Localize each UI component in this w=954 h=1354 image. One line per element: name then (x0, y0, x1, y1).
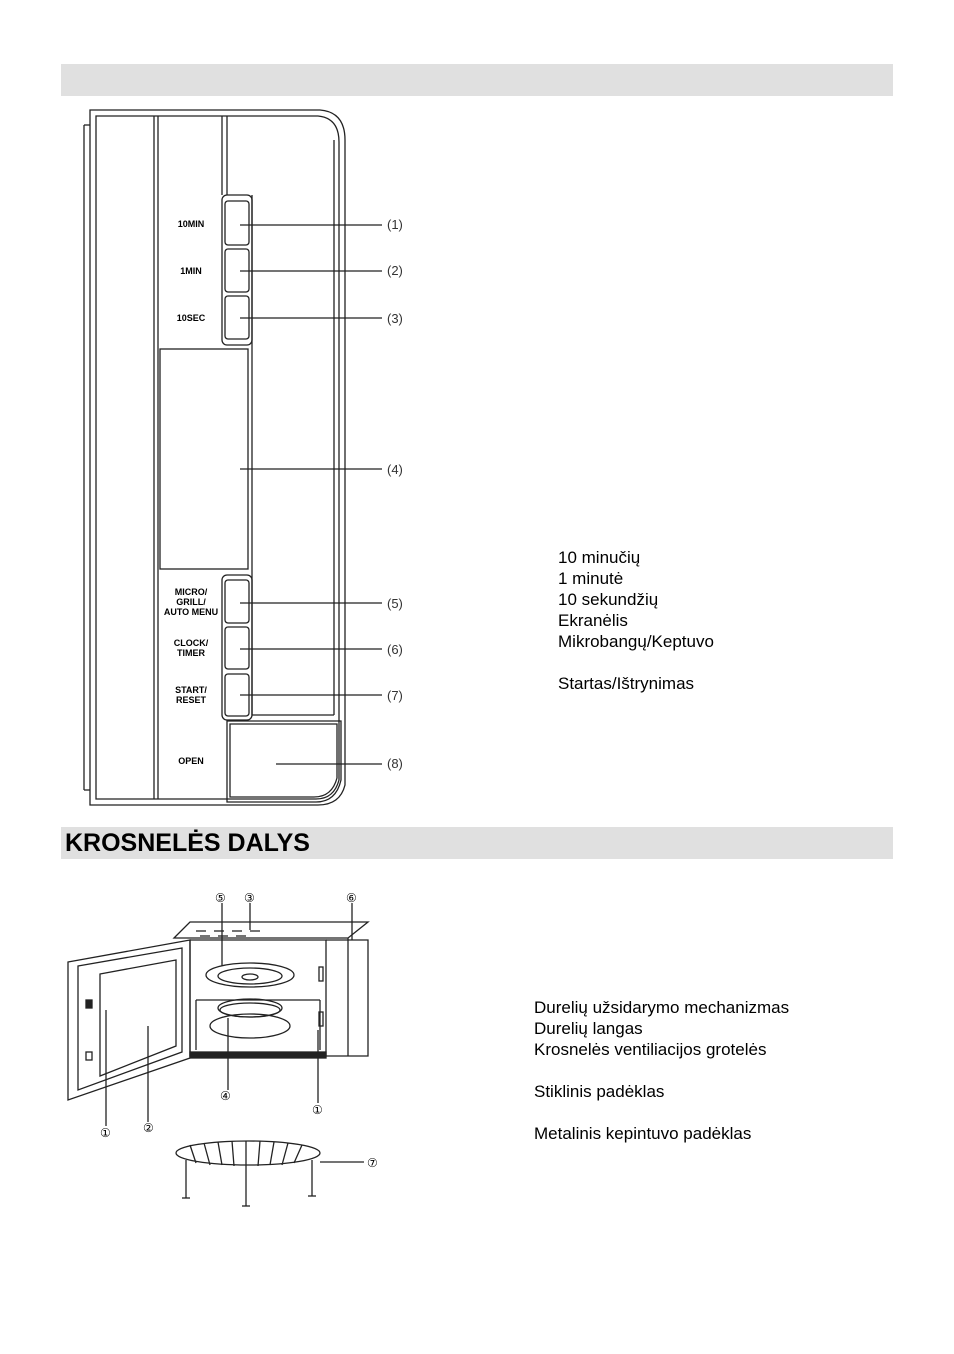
btn-micro-label-2: GRILL/ (176, 597, 206, 607)
btn-open-label: OPEN (178, 756, 204, 766)
btn-start-label-1: START/ (175, 685, 207, 695)
legend-item-3: 10 sekundžių (558, 590, 659, 609)
parts-item-6 (534, 1102, 789, 1123)
control-legend (558, 547, 714, 694)
oven-callout-1b: ① (312, 1103, 323, 1117)
oven-callout-5: ⑤ (215, 891, 226, 905)
callout-3: (3) (387, 311, 403, 326)
btn-start-label-2: RESET (175, 695, 207, 705)
parts-item-3: Krosnelės ventiliacijos grotelės (534, 1040, 767, 1059)
parts-item-1: Durelių užsidarymo mechanizmas (534, 998, 790, 1017)
legend-item-6 (558, 652, 714, 673)
callout-2: (2) (387, 263, 403, 278)
parts-item-4 (534, 1060, 789, 1081)
callout-7: (7) (387, 688, 403, 703)
legend-item-7: Startas/Ištrynimas (558, 674, 695, 693)
btn-clock-label-2: TIMER (177, 648, 205, 658)
oven-callout-4: ④ (220, 1089, 231, 1103)
btn-micro-label-3: AUTO MENU (163, 607, 219, 617)
oven-callout-7: ⑦ (367, 1156, 378, 1170)
legend-item-1: 10 minučių (558, 548, 641, 567)
legend-item-2: 1 minutė (558, 569, 624, 588)
parts-item-5: Stiklinis padėklas (534, 1082, 665, 1101)
oven-callout-1a: ① (100, 1126, 111, 1140)
oven-parts-diagram (68, 903, 368, 1206)
parts-item-2: Durelių langas (534, 1019, 643, 1038)
callout-5: (5) (387, 596, 403, 611)
btn-micro-label-1: MICRO/ (174, 587, 208, 597)
oven-callout-2: ② (143, 1121, 154, 1135)
callout-4: (4) (387, 462, 403, 477)
legend-item-5: Mikrobangų/Keptuvo (558, 632, 714, 651)
oven-callout-6: ⑥ (346, 891, 357, 905)
btn-10min-label: 10MIN (177, 219, 205, 229)
oven-callout-3: ③ (244, 891, 255, 905)
parts-item-7: Metalinis kepintuvo padėklas (534, 1124, 752, 1143)
callout-6: (6) (387, 642, 403, 657)
callout-8: (8) (387, 756, 403, 771)
btn-1min-label: 1MIN (180, 266, 202, 276)
callout-1: (1) (387, 217, 403, 232)
btn-10sec-label: 10SEC (176, 313, 206, 323)
btn-clock-label-1: CLOCK/ (173, 638, 209, 648)
parts-legend (534, 997, 789, 1144)
section-title: KROSNELĖS DALYS (65, 829, 310, 857)
legend-item-4: Ekranėlis (558, 611, 628, 630)
